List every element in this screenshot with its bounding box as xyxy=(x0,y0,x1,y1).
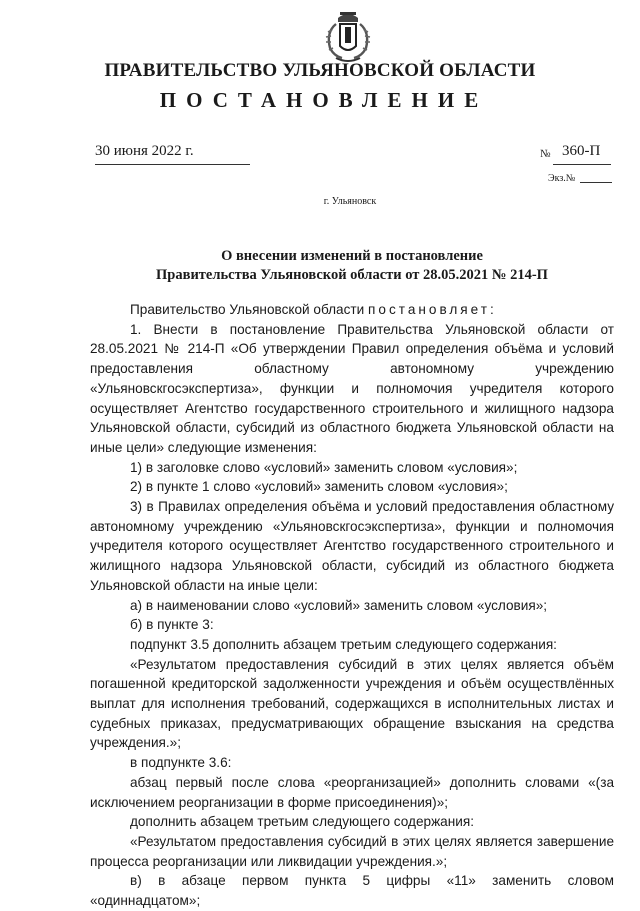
paragraph: в подпункте 3.6: xyxy=(130,755,232,771)
title-line-2: Правительства Ульяновской области от 28.05.2021 № 214-П xyxy=(156,267,548,283)
number-label: № xyxy=(540,148,551,160)
document-number: 360-П xyxy=(562,143,601,159)
date-underline xyxy=(95,164,250,165)
paragraph: «Результатом предоставления субсидий в этих целях является завершение процесса реорганизации или ликвидации учреждения.»; xyxy=(90,833,614,869)
intro-decision-word: постановляет xyxy=(368,302,490,317)
copy-number-label: Экз.№ xyxy=(548,173,576,184)
paragraph: 1. Внести в постановление Правительства Ульяновской области от 28.05.2021 № 214-П «Об утверждении Правил определения объёма и условий предоставления областному автономному учреждению «Ульяновскгосэкспертиза», функции и полномочия учредителя которого осуществляет Агентство государственного строительного и жилищного надзора Ульяновской области, субсидий из областного бюджета Ульяновской области на иные цели» следующие изменения: xyxy=(90,321,614,455)
number-underline xyxy=(553,164,611,165)
title-line-1: О внесении изменений в постановление xyxy=(221,248,483,264)
intro-end: : xyxy=(490,302,494,317)
intro-paragraph xyxy=(90,300,614,320)
document-body xyxy=(90,300,614,911)
document-title xyxy=(0,247,640,285)
coat-of-arms-icon xyxy=(322,8,374,64)
paragraph: а) в наименовании слово «условий» заменить словом «условия»; xyxy=(130,597,548,613)
document-date: 30 июня 2022 г. xyxy=(95,143,194,159)
city: г. Ульяновск xyxy=(323,196,377,207)
paragraph: 2) в пункте 1 слово «условий» заменить словом «условия»; xyxy=(130,479,508,495)
document-type: ПОСТАНОВЛЕНИЕ xyxy=(159,88,489,112)
paragraph: абзац первый после слова «реорганизацией» дополнить словами «(за исключением реорганизации в форме присоединения)»; xyxy=(90,774,614,810)
paragraph: 3) в Правилах определения объёма и условий предоставления областному автономному учреждению «Ульяновскгосэкспертиза», функции и полномочия учредителя которого осуществляет Агентство государственного строительного и жилищного надзора Ульяновской области, субсидий из областного бюджета Ульяновской области на иные цели: xyxy=(90,499,614,593)
paragraph: 1) в заголовке слово «условий» заменить словом «условия»; xyxy=(130,459,518,475)
paragraph: в) в абзаце первом пункта 5 цифры «11» заменить словом «одиннадцатом»; xyxy=(90,873,614,909)
paragraph: б) в пункте 3: xyxy=(130,617,214,633)
intro-start: Правительство Ульяновской области xyxy=(130,302,369,317)
copy-number-underline xyxy=(580,182,612,183)
government-name: ПРАВИТЕЛЬСТВО УЛЬЯНОВСКОЙ ОБЛАСТИ xyxy=(104,60,536,81)
paragraph: подпункт 3.5 дополнить абзацем третьим следующего содержания: xyxy=(130,636,557,652)
paragraph: «Результатом предоставления субсидий в этих целях является объём погашенной кредиторской задолженности учреждения и объём осуществлённых выплат для исполнения требований, содержащихся в исполнительных листах и судебных приказах, предусматривающих обращение взыскания на средства учреждения.»; xyxy=(90,656,614,751)
paragraph: дополнить абзацем третьим следующего содержания: xyxy=(130,814,474,830)
